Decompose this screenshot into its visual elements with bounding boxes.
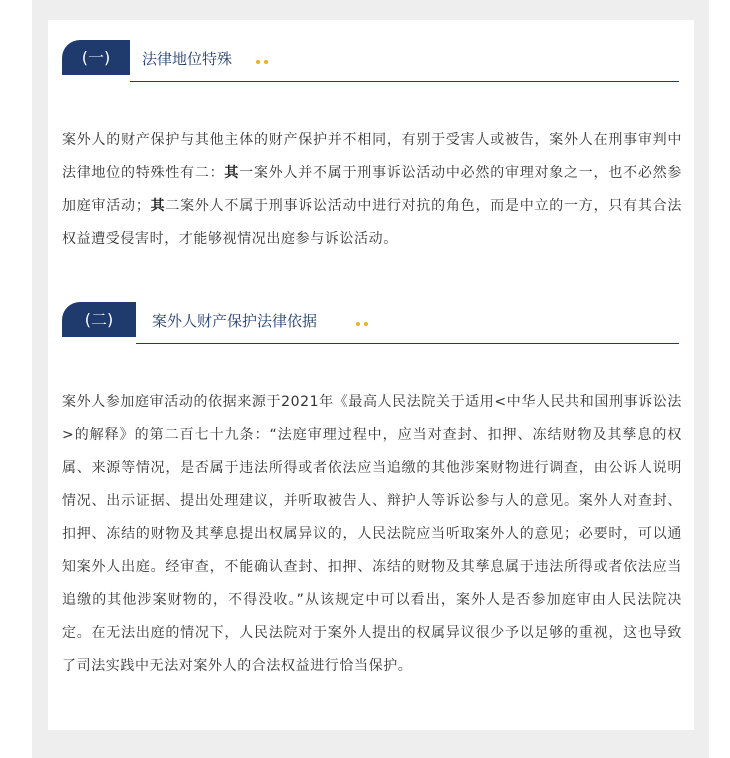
section-1-underline [130,81,679,82]
section-1-header [62,40,679,84]
section-1-text-b: 一案外人并不属于刑事诉讼活动中必然的审理对象之一，也不必然参加庭审活动； [62,165,682,214]
decorative-dots-icon [356,322,370,328]
decorative-dots-icon [256,60,270,66]
section-1-title: 法律地位特殊 [142,50,233,68]
section-2-paragraph: 案外人参加庭审活动的依据来源于2021年《最高人民法院关于适用<中华人民共和国刑事诉讼法>的解释》的第二百七十九条：“法庭审理过程中，应当对查封、扣押、冻结财物及其孳息的权属、来源等情况，是否属于违法所得或者依法应当追缴的其他涉案财物进行调查，由公诉人说明情况、出示证据、提出处理建议，并听取被告人、辩护人等诉讼参与人的意见。案外人对查封、扣押、冻结的财物及其孳息提出权属异议的，人民法院应当听取案外人的意见；必要时，可以通知案外人出庭。经审查，不能确认查封、扣押、冻结的财物及其孳息属于违法所得或者依法应当追缴的其他涉案财物的，不得没收。”从该规定中可以看出，案外人是否参加庭审由人民法院决定。在无法出庭的情况下，人民法院对于案外人提出的权属异议很少予以足够的重视，这也导致了司法实践中无法对案外人的合法权益进行恰当保护。 [62,394,682,674]
section-2-title: 案外人财产保护法律依据 [152,312,318,330]
section-1-bold-b: 其 [150,198,166,214]
section-1-badge: (一) [62,40,130,75]
section-2-badge: (二) [62,302,136,337]
section-1-text-a: 案外人的财产保护与其他主体的财产保护并不相同，有别于受害人或被告，案外人在刑事审判中法律地位的特殊性有二： [62,132,682,181]
section-1-paragraph [62,124,682,256]
section-2-underline [136,343,679,344]
section-2-header [62,302,679,346]
section-1-text-c: 二案外人不属于刑事诉讼活动中进行对抗的角色，而是中立的一方，只有其合法权益遭受侵害时，才能够视情况出庭参与诉讼活动。 [62,198,682,247]
section-1-bold-a: 其 [224,165,240,181]
